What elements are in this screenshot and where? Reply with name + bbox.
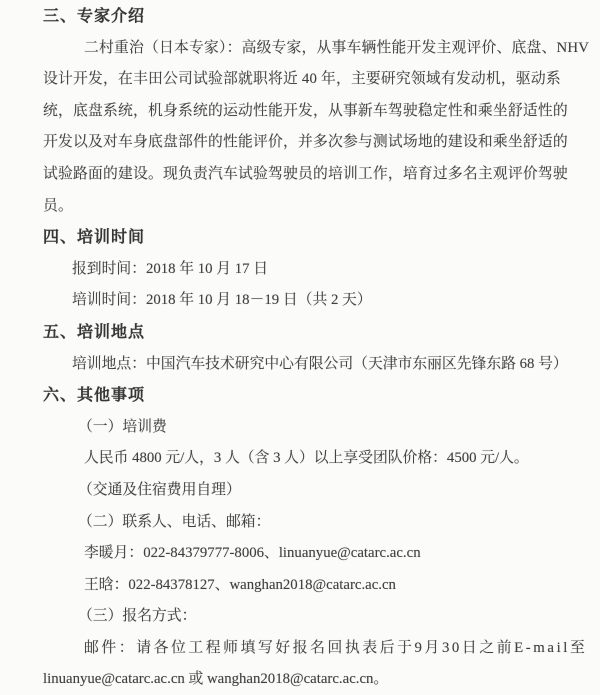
expert-bio-line: 统，底盘系统，机身系统的运动性能开发，从事新车驾驶稳定性和乘坐舒适性的 — [43, 102, 568, 119]
registration-instruction-line: 邮件：请各位工程师填写好报名回执表后于9月30日之前E-mail至 — [84, 639, 588, 656]
section-expert-intro — [0, 1, 600, 222]
contact-item: （二）联系人、电话、邮箱： — [78, 513, 271, 530]
section-heading-other-matters: 六、其他事项 — [43, 387, 146, 405]
section-heading-training-time: 四、培训时间 — [43, 229, 146, 247]
training-location-line: 培训地点：中国汽车技术研究中心有限公司（天津市东丽区先锋东路 68 号） — [72, 355, 568, 372]
section-training-time — [0, 222, 600, 317]
registration-email-line: linuanyue@catarc.ac.cn 或 wanghan2018@catarc.ac.cn。 — [43, 671, 389, 688]
training-fee-item: （一）培训费 — [78, 418, 167, 435]
checkin-time-line: 报到时间：2018 年 10 月 17 日 — [72, 260, 269, 277]
expert-bio-line: 开发以及对车身底盘部件的性能评价，并多次参与测试场地的建设和乘坐舒适的 — [43, 134, 568, 151]
section-other-matters — [0, 380, 600, 695]
expert-bio-line: 员。 — [43, 197, 73, 214]
contact-line-li-nuanyue: 李暖月：022-84379777-8006、linuanyue@catarc.ac.cn — [84, 545, 421, 562]
section-training-location — [0, 317, 600, 380]
contact-line-wang-han: 王晗：022-84378127、wanghan2018@catarc.ac.cn — [84, 576, 396, 593]
section-heading-expert-intro: 三、专家介绍 — [43, 8, 146, 25]
expert-bio-line: 试验路面的建设。现负责汽车试验驾驶员的培训工作，培育过多名主观评价驾驶 — [43, 165, 568, 182]
section-heading-training-location: 五、培训地点 — [43, 323, 146, 341]
registration-item: （三）报名方式： — [78, 608, 197, 625]
fee-amount-line: 人民币 4800 元/人，3 人（含 3 人）以上享受团队价格：4500 元/人。 — [84, 450, 529, 467]
fee-note-line: （交通及住宿费用自理） — [78, 481, 241, 498]
expert-bio-line: 二村重治（日本专家）：高级专家，从事车辆性能开发主观评价、底盘、NHV — [84, 39, 590, 56]
expert-bio-line: 设计开发，在丰田公司试验部就职将近 40 年，主要研究领域有发动机，驱动系 — [43, 71, 561, 88]
training-time-line: 培训时间：2018 年 10 月 18－19 日（共 2 天） — [72, 292, 372, 309]
